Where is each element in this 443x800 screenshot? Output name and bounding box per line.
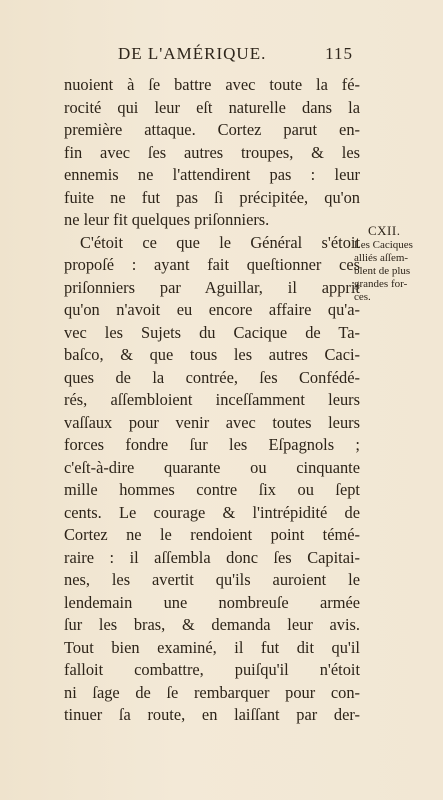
page-number: 115: [325, 44, 353, 63]
margin-note: [354, 223, 440, 304]
text-line: baſco, & que tous les autres Caci-: [64, 345, 360, 364]
text-line: fuite ne fut pas ſi précipitée, qu'on: [64, 187, 360, 207]
running-title: DE L'AMÉRIQUE.: [118, 44, 267, 63]
margin-note-line: blent de plus: [354, 265, 411, 277]
text-line: ne leur fit quelques priſonniers.: [64, 210, 270, 229]
text-line: raire : il aſſembla donc ſes Capitai-: [64, 547, 360, 567]
margin-note-line: Les Caciques: [354, 239, 413, 251]
text-line: rocité qui leur eſt naturelle dans la: [64, 97, 360, 117]
text-line: priſonniers par Aguillar, il apprit: [64, 277, 360, 297]
text-line: propoſé : ayant fait queſtionner ces: [64, 255, 360, 274]
text-line: c'eſt-à-dire quarante ou cinquante: [64, 457, 360, 477]
page-header: [118, 44, 353, 64]
margin-note-line: grandes for-: [354, 278, 408, 290]
text-line: tinuer ſa route, en laiſſant par der-: [64, 705, 360, 724]
text-line: nes, les avertit qu'ils auroient le: [64, 570, 360, 589]
text-line: vaſſaux pour venir avec toutes leurs: [64, 412, 360, 432]
text-line: forces fondre ſur les Eſpagnols ;: [64, 435, 360, 454]
text-line: ques de la contrée, ſes Confédé-: [64, 367, 360, 387]
text-line: nuoient à ſe battre avec toute la fé-: [64, 75, 360, 94]
text-line: qu'on n'avoit eu encore affaire qu'a-: [64, 300, 360, 319]
body-text: [64, 74, 360, 727]
margin-note-line: alliés aſſem-: [354, 252, 409, 264]
text-line: première attaque. Cortez parut en-: [64, 120, 360, 139]
text-line: ni ſage de ſe rembarquer pour con-: [64, 682, 360, 702]
text-line: fin avec ſes autres troupes, & les: [64, 142, 360, 162]
text-line: vec les Sujets du Cacique de Ta-: [64, 322, 360, 342]
margin-note-number: CXII.: [368, 223, 401, 238]
margin-note-line: ces.: [354, 291, 371, 303]
text-line: C'étoit ce que le Général s'étoit: [80, 232, 360, 252]
text-line: cents. Le courage & l'intrépidité de: [64, 502, 360, 522]
text-line: mille hommes contre ſix ou ſept: [64, 480, 360, 499]
text-line: rés, aſſembloient inceſſamment leurs: [64, 390, 360, 409]
text-line: Cortez ne le rendoient point témé-: [64, 525, 360, 544]
text-line: falloit combattre, puiſqu'il n'étoit: [64, 660, 360, 679]
text-line: Tout bien examiné, il fut dit qu'il: [64, 637, 360, 657]
text-line: ſur les bras, & demanda leur avis.: [64, 615, 360, 634]
text-line: ennemis ne l'attendirent pas : leur: [64, 165, 360, 184]
text-line: lendemain une nombreuſe armée: [64, 592, 360, 612]
